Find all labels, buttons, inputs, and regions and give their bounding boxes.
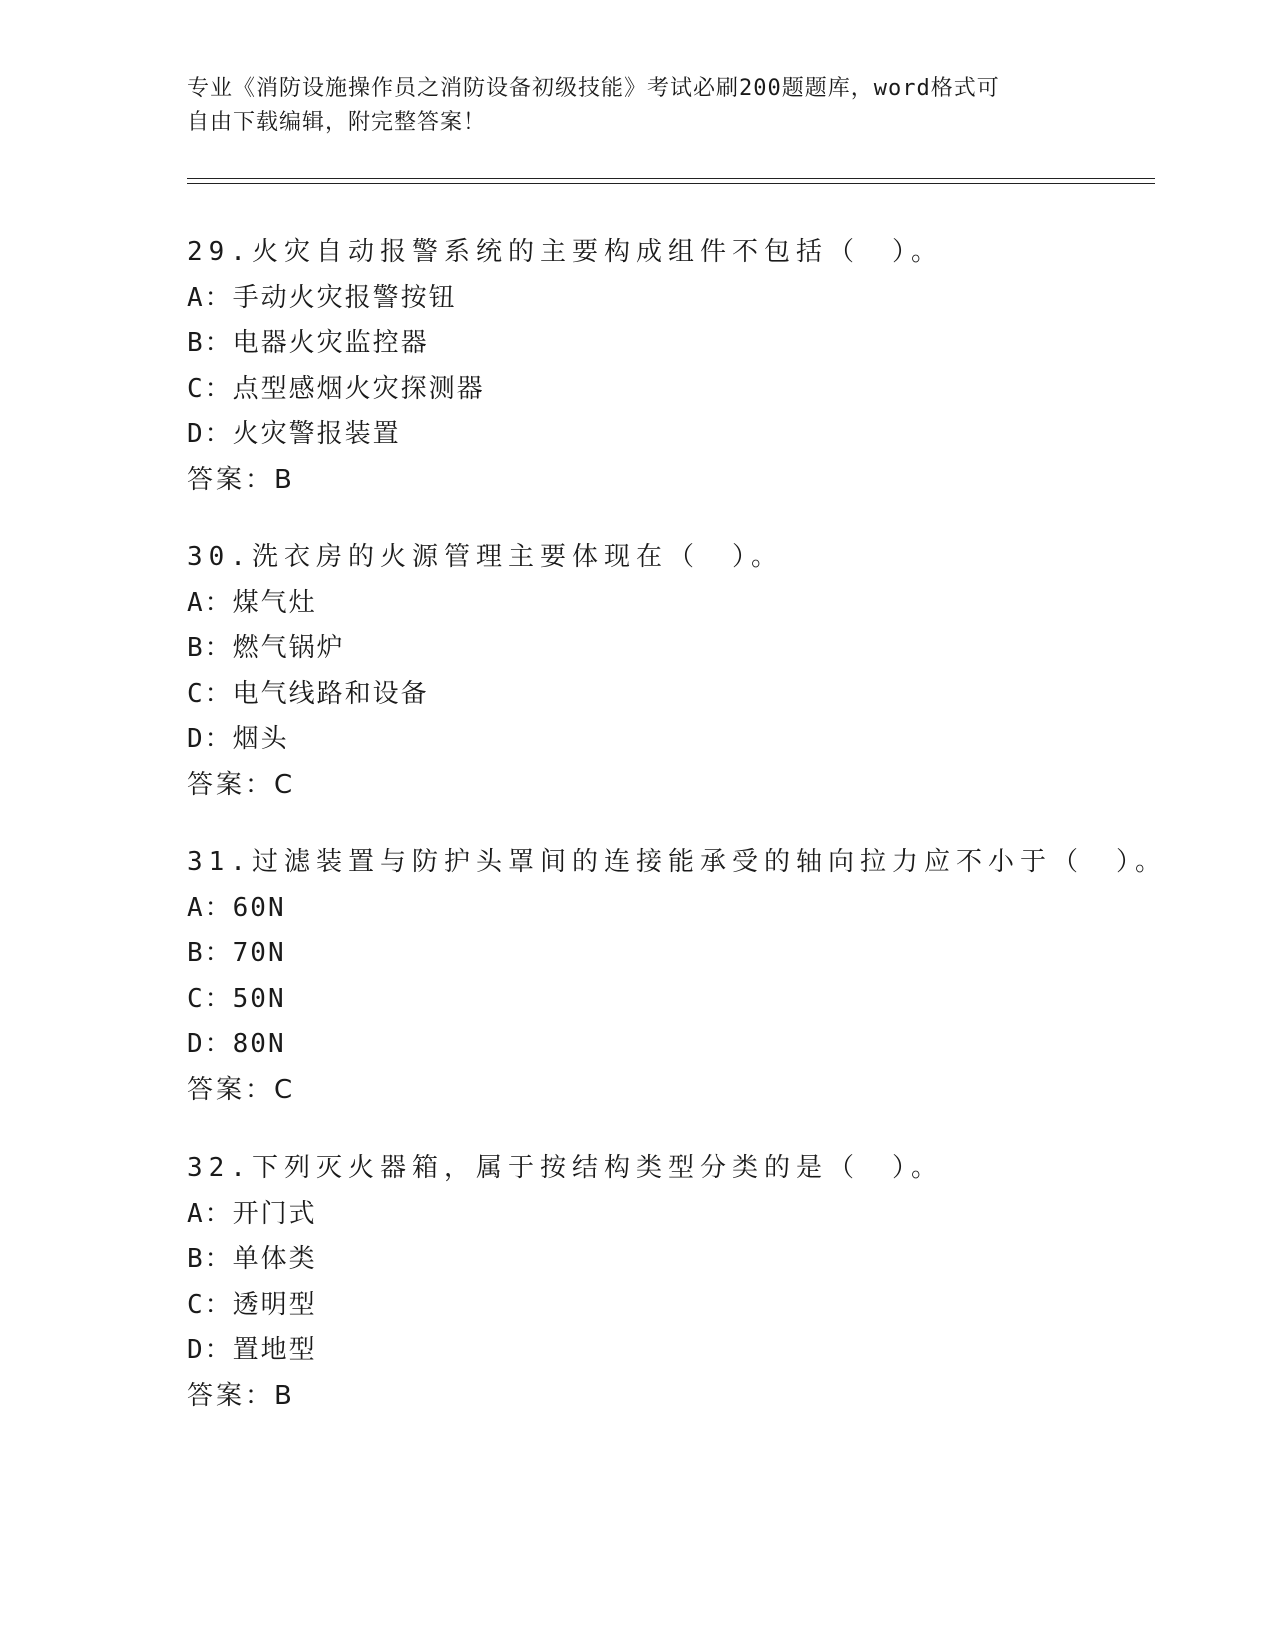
option-a: A：煤气灶 [187,587,317,618]
question-30 [187,535,1147,808]
question-32 [187,1146,1147,1419]
option-d: D：烟头 [187,724,289,754]
answer: 答案：C [187,769,296,800]
header-divider-top [187,178,1155,179]
question-stem: 29.火灾自动报警系统的主要构成组件不包括（ ）。 [187,237,943,267]
option-b: B：单体类 [187,1244,317,1274]
question-stem: 32.下列灭火器箱，属于按结构类型分类的是（ ）。 [187,1153,943,1183]
answer: 答案：B [187,464,295,495]
option-a: A：60N [187,892,286,923]
option-c: C：电气线路和设备 [187,678,429,709]
header-line-1: 专业《消防设施操作员之消防设备初级技能》考试必刷200题题库，word格式可 [187,76,1000,101]
header-line-2: 自由下载编辑，附完整答案！ [187,110,487,135]
document-header [187,72,1087,140]
option-b: B：燃气锅炉 [187,633,345,663]
question-stem: 31.过滤装置与防护头罩间的连接能承受的轴向拉力应不小于（ ）。 [187,847,1167,877]
question-29 [187,230,1147,503]
header-divider-bottom [187,183,1155,184]
option-a: A：开门式 [187,1198,317,1229]
question-stem: 30.洗衣房的火源管理主要体现在（ ）。 [187,542,783,572]
option-d: D：火灾警报装置 [187,419,401,449]
option-d: D：置地型 [187,1335,317,1365]
option-b: B：70N [187,938,286,968]
option-b: B：电器火灾监控器 [187,328,429,358]
answer: 答案：B [187,1380,295,1411]
answer: 答案：C [187,1074,296,1105]
option-c: C：50N [187,983,286,1014]
option-c: C：点型感烟火灾探测器 [187,373,485,404]
option-c: C：透明型 [187,1289,317,1320]
option-d: D：80N [187,1029,286,1059]
option-a: A：手动火灾报警按钮 [187,282,457,313]
question-31 [187,840,1167,1113]
